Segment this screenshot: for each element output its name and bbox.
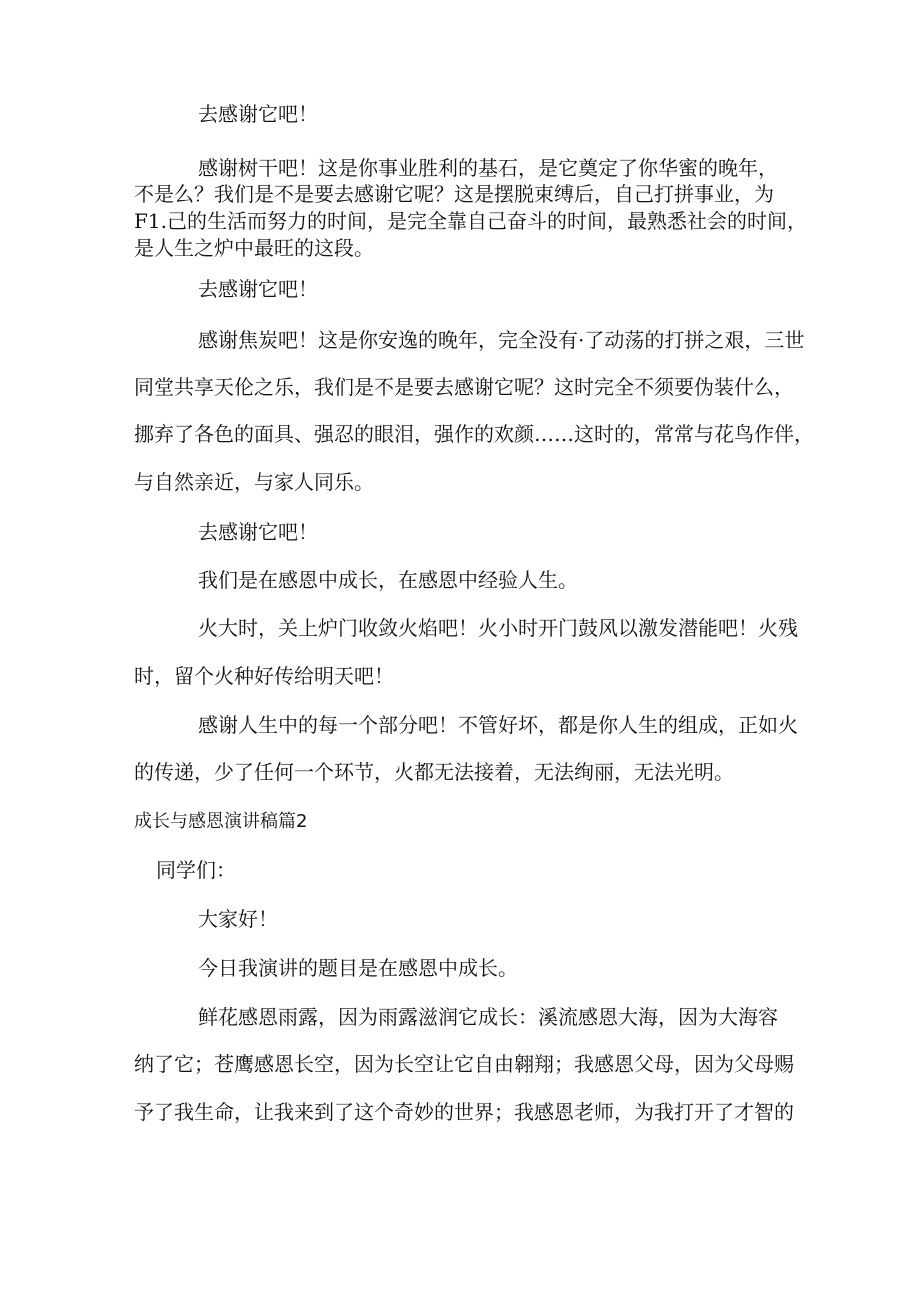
paragraph-line: 不是么？我们是不是要去感谢它呢？这是摆脱束缚后，自己打拼事业，为	[134, 182, 774, 206]
paragraph-line: 鲜花感恩雨露，因为雨露滋润它成长：溪流感恩大海，因为大海容	[198, 1005, 778, 1029]
paragraph-line: 去感谢它吧！	[198, 520, 318, 544]
paragraph-line: 感谢树干吧！这是你事业胜利的基石，是它奠定了你华蜜的晚年，	[198, 156, 778, 180]
paragraph-line: 我们是在感恩中成长，在感恩中经验人生。	[198, 568, 578, 592]
paragraph-line: 予了我生命，让我来到了这个奇妙的世界；我感恩老师，为我打开了才智的	[134, 1100, 794, 1124]
paragraph-line: 的传递，少了任何一个环节，火都无法接着，无法绚丽，无法光明。	[134, 760, 734, 784]
section-heading: 成长与感恩演讲稿篇2	[134, 811, 308, 832]
paragraph-line: 与自然亲近，与家人同乐。	[134, 470, 374, 494]
paragraph-line: 是人生之炉中最旺的这段。	[134, 236, 374, 260]
paragraph-line: 去感谢它吧！	[198, 277, 318, 301]
paragraph-line: F1.己的生活而努力的时间，是完全靠自己奋斗的时间，最熟悉社会的时间，	[134, 209, 807, 233]
paragraph-line: 挪弃了各色的面具、强忍的眼泪，强作的欢颜……这时的，常常与花鸟作伴，	[134, 422, 814, 446]
greeting: 大家好！	[198, 907, 278, 931]
paragraph-line: 去感谢它吧！	[198, 102, 318, 126]
paragraph-line: 火大时，关上炉门收敛火焰吧！火小时开门鼓风以激发潜能吧！火残	[198, 616, 798, 640]
salutation: 同学们：	[156, 858, 236, 882]
paragraph-line: 感谢焦炭吧！这是你安逸的晚年，完全没有·了动荡的打拼之艰，三世	[198, 328, 805, 352]
paragraph-line: 感谢人生中的每一个部分吧！不管好坏，都是你人生的组成，正如火	[198, 713, 798, 737]
paragraph-line: 同堂共享天伦之乐，我们是不是要去感谢它呢？这时完全不须要伪装什么，	[134, 375, 794, 399]
paragraph-line: 纳了它；苍鹰感恩长空，因为长空让它自由翱翔；我感恩父母，因为父母赐	[134, 1052, 794, 1076]
paragraph-line: 时，留个火种好传给明天吧！	[134, 664, 394, 688]
paragraph-line: 今日我演讲的题目是在感恩中成长。	[198, 956, 518, 980]
